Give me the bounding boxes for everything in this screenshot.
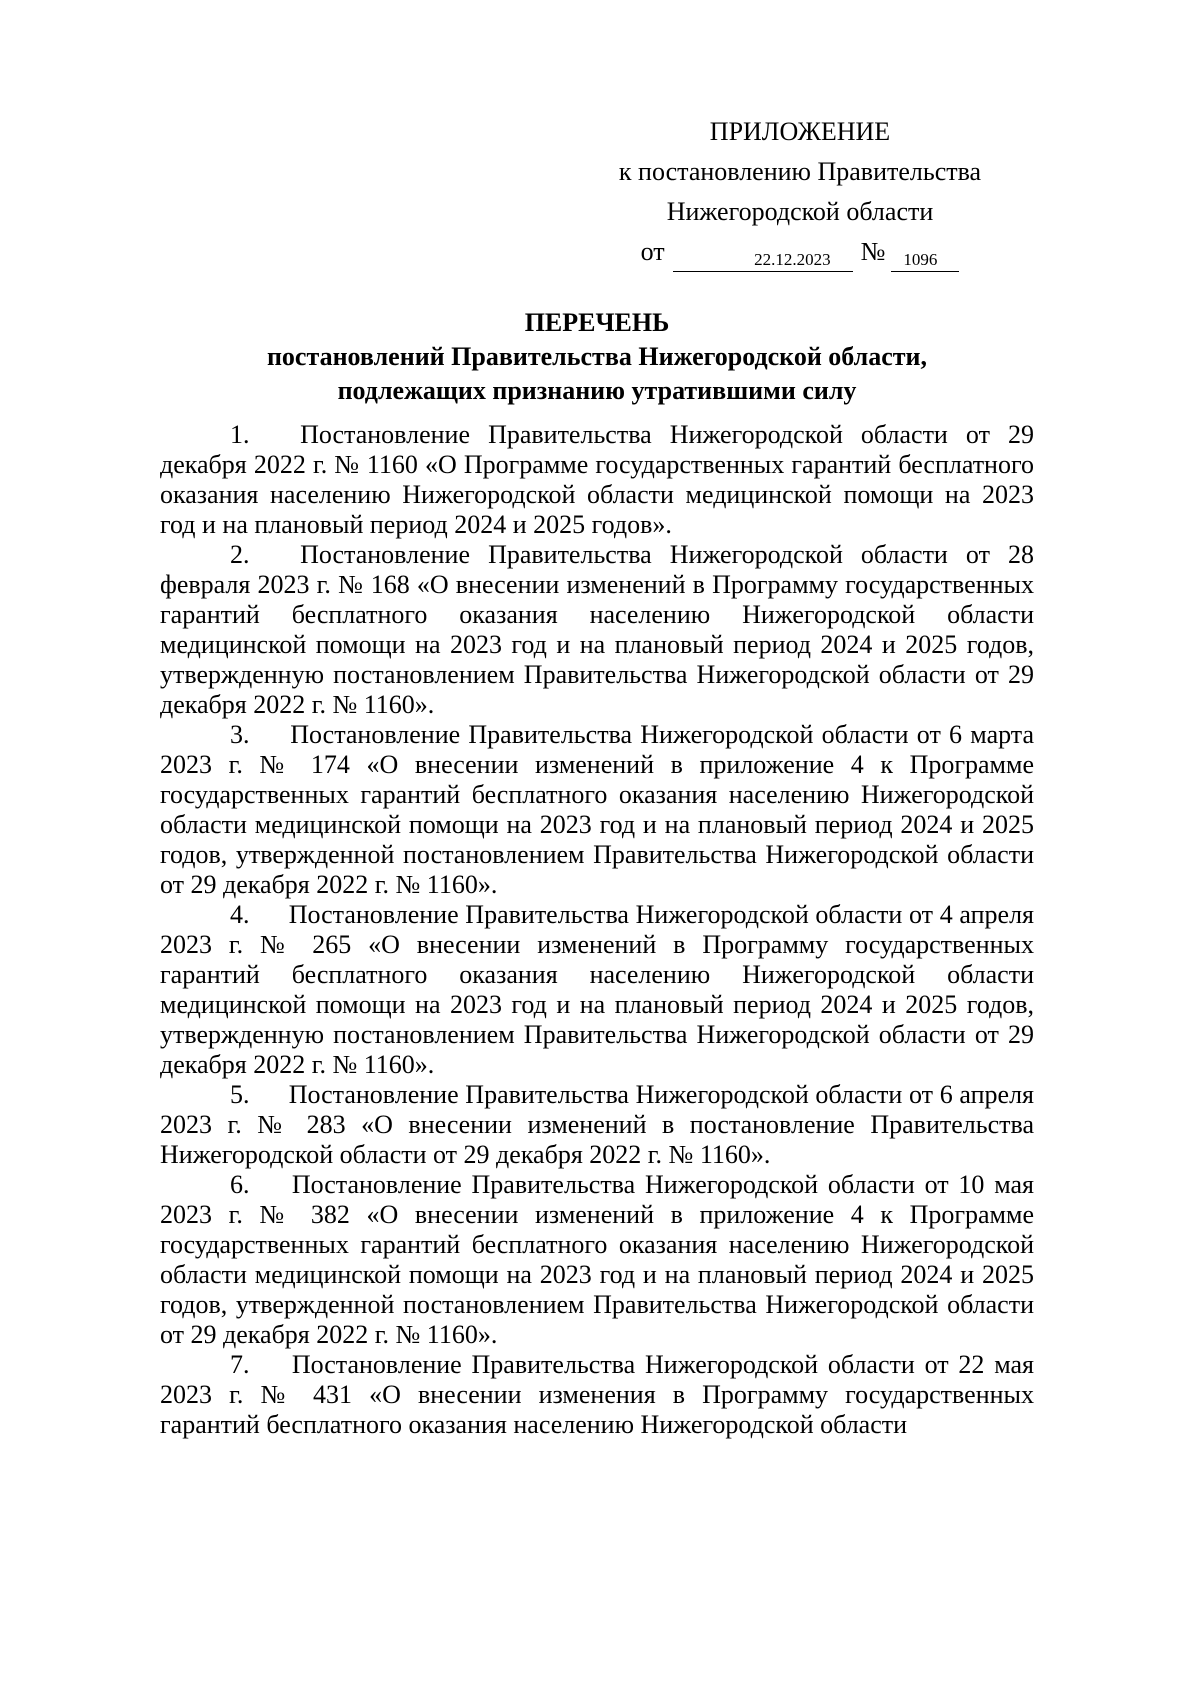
number-sign: № <box>860 237 886 266</box>
item-text: Постановление Правительства Нижегородской области от 10 мая 2023 г. № 382 «О внесении изменений в приложение 4 к Программе государственных гарантий бесплатного оказания населению Нижегородской области медицинской помощи на 2023 год и на плановый период 2024 и 2025 годов, утвержденной постановлением Правительства Нижегородской области от 29 декабря 2022 г. № 1160». <box>160 1170 1034 1349</box>
item-number: 2. <box>230 540 250 569</box>
appendix-block <box>590 112 1010 272</box>
appendix-heading: ПРИЛОЖЕНИЕ <box>709 117 891 146</box>
list-item <box>160 720 1034 900</box>
title-line-2: постановлений Правительства Нижегородской области, <box>266 342 928 371</box>
date-prefix: от <box>640 237 665 266</box>
appendix-resolution-line: к постановлению Правительства <box>618 157 982 186</box>
item-number: 5. <box>230 1080 250 1109</box>
item-text: Постановление Правительства Нижегородской области от 6 апреля 2023 г. № 283 «О внесении изменений в постановление Правительства Нижегородской области от 29 декабря 2022 г. № 1160». <box>160 1080 1035 1169</box>
title-line-3: подлежащих признанию утратившими силу <box>337 376 857 405</box>
item-number: 1. <box>230 420 250 449</box>
list-item <box>160 540 1034 720</box>
item-number: 4. <box>230 900 250 929</box>
list-item <box>160 1170 1034 1350</box>
item-text: Постановление Правительства Нижегородской области от 4 апреля 2023 г. № 265 «О внесении изменений в Программу государственных гарантий бесплатного оказания населению Нижегородской области медицинской помощи на 2023 год и на плановый период 2024 и 2025 годов, утвержденную постановлением Правительства Нижегородской области от 29 декабря 2022 г. № 1160». <box>160 900 1035 1079</box>
appendix-region-line: Нижегородской области <box>666 197 934 226</box>
resolution-date: 22.12.2023 <box>673 250 853 272</box>
item-number: 7. <box>230 1350 250 1379</box>
list-item <box>160 1080 1034 1170</box>
item-number: 3. <box>230 720 250 749</box>
document-title <box>160 306 1034 408</box>
item-text: Постановление Правительства Нижегородской области от 28 февраля 2023 г. № 168 «О внесении изменений в Программу государственных гарантий бесплатного оказания населению Нижегородской области медицинской помощи на 2023 год и на плановый период 2024 и 2025 годов, утвержденную постановлением Правительства Нижегородской области от 29 декабря 2022 г. № 1160». <box>160 540 1035 719</box>
list-item <box>160 1350 1034 1440</box>
item-text: Постановление Правительства Нижегородской области от 29 декабря 2022 г. № 1160 «О Программе государственных гарантий бесплатного оказания населению Нижегородской области медицинской помощи на 2023 год и на плановый период 2024 и 2025 годов». <box>160 420 1035 539</box>
list-item <box>160 420 1034 540</box>
appendix-date-line <box>590 232 1010 272</box>
resolution-number: 1096 <box>891 250 959 272</box>
item-text: Постановление Правительства Нижегородской области от 22 мая 2023 г. № 431 «О внесении изменения в Программу государственных гарантий бесплатного оказания населению Нижегородской области <box>160 1350 1034 1439</box>
item-text: Постановление Правительства Нижегородской области от 6 марта 2023 г. № 174 «О внесении изменений в приложение 4 к Программе государственных гарантий бесплатного оказания населению Нижегородской области медицинской помощи на 2023 год и на плановый период 2024 и 2025 годов, утвержденной постановлением Правительства Нижегородской области от 29 декабря 2022 г. № 1160». <box>160 720 1034 899</box>
title-heading: ПЕРЕЧЕНЬ <box>524 308 670 337</box>
item-number: 6. <box>230 1170 250 1199</box>
resolution-list <box>160 420 1034 1440</box>
list-item <box>160 900 1034 1080</box>
